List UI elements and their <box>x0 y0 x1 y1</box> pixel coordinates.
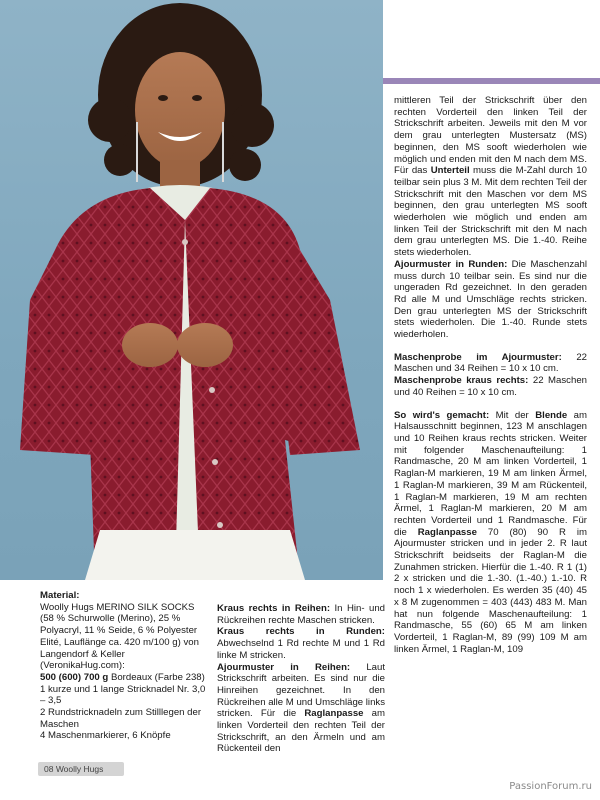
material-yarn: Woolly Hugs MERINO SILK SOCKS (58 % Schurwolle (Merino), 25 % Polyacryl, 11 % Seide, 6 % Polyester Elité, Lauflänge ca. 420 m/100 g) von Langendorf & Keller (VeronikaHug.com): <box>40 601 199 672</box>
pattern-paragraph: mittleren Teil der Strickschrift über den rechten Vorderteil den linken Teil der Strickschrift arbeiten. Jeweils mit den M vor dem grau unterlegten Mustersatz (MS) beginnen, den MS sooft wiederholen wie möglich und enden mit den M nach dem MS. Für das Unterteil muss die M-Zahl durch 10 teilbar sein plus 3 M. Mit dem rechten Teil der Strickschrift mit den Maschen vor dem MS beginnen, den grau unterlegten MS sooft wiederholen wie möglich und enden am linken Teil der Strickschrift mit den M nach dem grau unterlegten MS. Die 1.-40. Reihe stets wiederholen. <box>394 95 587 259</box>
material-extras: 4 Maschenmarkierer, 6 Knöpfe <box>40 730 171 742</box>
ajour-runden-paragraph: Ajourmuster in Runden: Die Maschenzahl muss durch 10 teilbar sein. Es sind nur die ungeraden Rd gezeichnet. In den geraden Rd alle M und Umschläge rechts stricken. Den grau unterlegten MS der Strickschrift stets wiederholen. Die 1.-40. Runde stets wiederholen. <box>394 258 587 341</box>
material-heading: Material: <box>40 590 80 601</box>
cardigan-illustration <box>0 0 383 580</box>
model-photo <box>0 0 383 580</box>
watermark: PassionForum.ru <box>509 781 592 792</box>
material-circular-needles: 2 Rundstricknadeln zum Stilllegen der Maschen <box>40 707 202 730</box>
kraus-runden: Kraus rechts in Runden: Abwechselnd 1 Rd rechte M und 1 Rd linke M stricken. <box>217 626 385 661</box>
material-column <box>40 590 210 742</box>
gauge-ajour: Maschenprobe im Ajourmuster: 22 Maschen und 34 Reihen = 10 x 10 cm. <box>394 351 587 375</box>
material-amount: 500 (600) 700 g Bordeaux (Farbe 238) <box>40 671 205 683</box>
accent-bar <box>383 78 600 84</box>
stitch-column <box>217 603 385 755</box>
kraus-reihen: Kraus rechts in Reihen: In Hin- und Rückreihen rechte Maschen stricken. <box>217 603 385 626</box>
gauge-kraus: Maschenprobe kraus rechts: 22 Maschen und 40 Reihen = 10 x 10 cm. <box>394 375 587 398</box>
right-text-column <box>394 95 587 655</box>
ajour-reihen: Ajourmuster in Reihen: Laut Strickschrift arbeiten. Es sind nur die Hinreihen gezeichnet. In den Rückreihen alle M und Umschläge links stricken. Für die Raglanpasse am linken Vorderteil den rechten Teil der Strickschrift, an den Ärmeln und am Rückenteil den <box>217 661 386 755</box>
page-number-label: 08 Woolly Hugs <box>38 762 124 776</box>
instructions-paragraph: So wird's gemacht: Mit der Blende am Halsausschnitt beginnen, 123 M anschlagen und 10 Reihen kraus rechts stricken. Weiter mit folgender Maschenaufteilung: 1 Randmasche, 20 M am linken Vorderteil, 1 Raglan-M markieren, 19 M am linken Ärmel, 1 Raglan-M markieren, 39 M am Rückenteil, 1 Raglan-M markieren, 19 M am rechten Ärmel, 1 Raglan-M markieren, 20 M am rechten Vorderteil und 1 Randmasche. Für die Raglanpasse 70 (80) 90 R im Ajourmuster stricken und in jeder 2. R laut Strickschrift beidseits der Raglan-M die Zunahmen stricken. Hierfür die 1.-40. R 1 (1) 2 x stricken und die 1.-30. (1.-40.) 1.-10. R noch 1 x wiederholen. Es werden 35 (40) 45 x 8 M zugenommen = 403 (443) 483 M. Man hat nun folgende Maschenaufteilung: 1 Randmasche, 55 (60) 65 M am linken Vorderteil, 1 Raglan-M, 89 (99) 109 M am linken Ärmel, 1 Raglan-M, 109 <box>394 409 588 655</box>
material-needles: 1 kurze und 1 lange Stricknadel Nr. 3,0 – 3,5 <box>40 683 206 707</box>
